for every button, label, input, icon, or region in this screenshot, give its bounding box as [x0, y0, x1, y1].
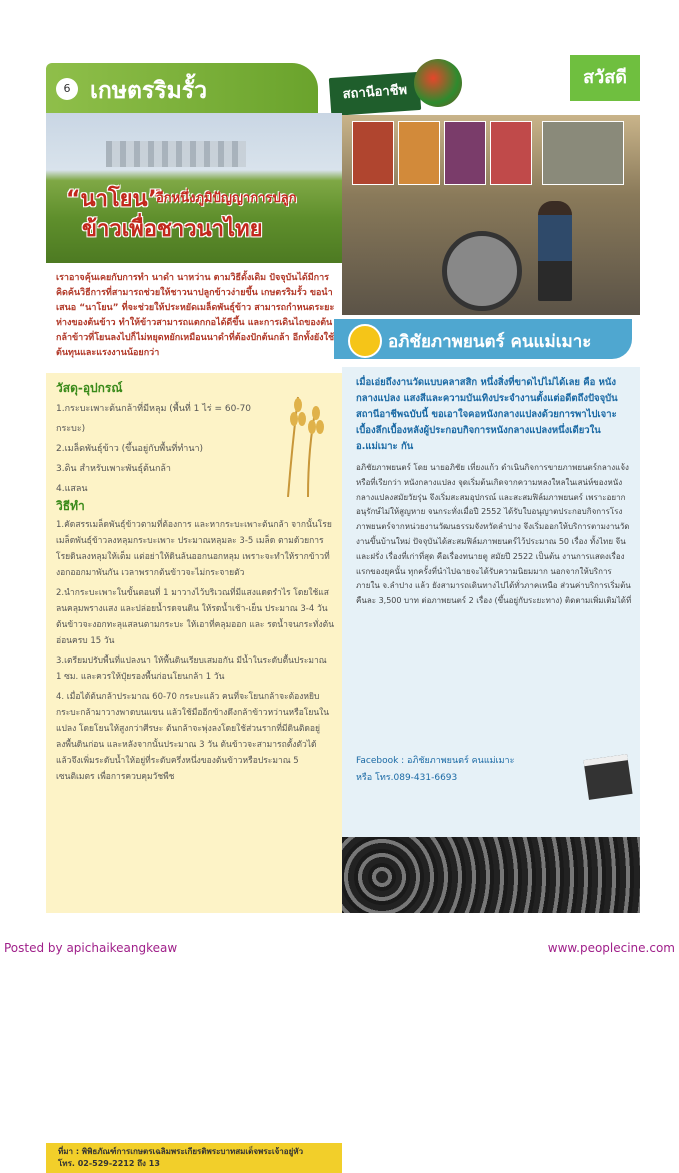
website-link[interactable]: www.peoplecine.com: [547, 941, 675, 955]
wheat-illustration: [268, 387, 332, 497]
film-reels-photo: [342, 837, 640, 913]
cinema-text-box: [342, 367, 640, 837]
greeting-tag: สวัสดี: [570, 55, 640, 101]
cinema-banner: [334, 319, 632, 359]
list-item: 1.คัดสรรเมล็ดพันธุ์ข้าวตามที่ต้องการ และหากระบะเพาะต้นกล้า จากนั้นโรยเมล็ดพันธุ์ข้าวลงหลุมกระบะเพาะ ประมาณหลุมละ 3-5 เมล็ด ตามด้วยการโรยดินลงหลุมให้เต็ม แต่อย่าให้ดินล้นออกนอกหลุม เพราะจะทำให้รากข้าวที่งอกออกมาพันกัน เวลาพรากต้นข้าวจะไม่กระจายตัว: [56, 520, 332, 578]
station-badge: สถานีอาชีพ: [327, 70, 424, 118]
cinema-owner-figure: [538, 201, 572, 301]
source-text: ที่มา : พิพิธภัณฑ์การเกษตรเฉลิมพระเกียรติพระบาทสมเด็จพระเจ้าอยู่หัว: [58, 1147, 304, 1156]
list-item: 3.ดิน สำหรับเพาะพันธุ์ต้นกล้า: [56, 464, 171, 474]
movie-poster: [542, 121, 624, 185]
section-header-tab: [46, 63, 318, 113]
facebook-link[interactable]: Facebook : อภิชัยภาพยนตร์ คนแม่เมาะ: [356, 756, 515, 766]
film-projector: [442, 231, 522, 311]
list-item: 2.นำกระบะเพาะในขั้นตอนที่ 1 มาวางไว้บริเวณที่มีแสงแดดรำไร โดยใช้แสลนคลุมพรางแสง และปล่อยน้ำรดจนดิน ให้รดน้ำเช้า-เย็น ประมาณ 3-4 วัน ต้นข้าวจะงอกทะลุแสลนตามกระบะ ให้เอาที่คลุมออก และ รดน้ำจนกระทั่งต้นอ่อนครบ 15 วัน: [56, 588, 335, 646]
page-number: 6: [56, 78, 78, 100]
cinema-lead: เมื่อเอ่ยถึงงานวัดแบบคลาสสิก หนึ่งสิ่งที่ขาดไปไม่ได้เลย คือ หนังกลางแปลง แสงสีและความบันเทิงประจำงานตั้งแต่อดีตถึงปัจจุบัน สถานีอาชีพฉบับนี้ ขอเอาใจคอหนังกลางแปลงด้วยการพาไปเจาะเบื้องลึกเบื้องหลังผู้ประกอบกิจการหนังกลางแปลงหนึ่งเดียวใน อ.แม่เมาะ กัน: [356, 377, 618, 452]
materials-title: วัสดุ-อุปกรณ์: [56, 381, 123, 395]
clapperboard-icon: [583, 754, 632, 800]
source-phone: โทร. 02-529-2212 ถึง 13: [58, 1159, 160, 1168]
vegetable-basket-image: [414, 59, 462, 107]
movie-poster: [444, 121, 486, 185]
movie-poster: [352, 121, 394, 185]
movie-poster: [490, 121, 532, 185]
rice-intro: เราอาจคุ้นเคยกับการทำ นาดำ นาหว่าน ตามวิธีดั้งเดิม ปัจจุบันได้มีการคิดค้นวิธีการที่สามารถช่วยให้ชาวนาปลูกข้าวง่ายขึ้น เกษตรริมรั้ว ขอนำเสนอ “นาโยน” ที่จะช่วยให้ประหยัดเมล็ดพันธุ์ข้าว สามารถกำหนดระยะห่างของต้นข้าว ทำให้ข้าวสามารถแตกกอได้ดีขึ้น และการเดินไถของต้นกล้าข้าวที่โยนลงไปก็ไม่หยุดหยักเหมือนนาดำที่ต้องปักต้นกล้า อีกทั้งยังใช้ต้นทุนและแรงงานน้อยกว่า: [56, 273, 335, 358]
cinema-body: อภิชัยภาพยนตร์ โดย นายอภิชัย เที่ยงแก้ว ดำเนินกิจการขายภาพยนตร์กลางแจ้ง หรือที่เรียกว่า หนังกลางแปลง จุดเริ่มต้นเกิดจากความหลงใหลในเสน่ห์ของหนังกลางแปลงสมัยวัยรุ่น จึงเริ่มสะสมอุปกรณ์ และสะสมฟิล์มภาพยนตร์ เพราะอยากอนุรักษ์ไม่ให้สูญหาย จนกระทั่งเมื่อปี 2552 ได้รับใบอนุญาตประกอบกิจการโรงภาพยนตร์จากหน่วยงานวัฒนธรรมจังหวัดลำปาง จึงเริ่มออกให้บริการตามงานวัด งานขึ้นบ้านใหม่ ปัจจุบันได้สะสมฟิล์มภาพยนตร์ไว้ประมาณ 50 เรื่อง ทั้งไทย จีน และฝรั่ง เรื่องที่เก่าที่สุด คือเรื่องทนายตู สมัยปี 2522 เป็นต้น งานการแสดงเรื่องแรกของยุคนั้น ทุกครั้งที่นำไปฉายจะได้รับความนิยมมาก นอกจากให้บริการภายใน จ.ลำปาง แล้ว ยังสามารถเดินทางไปได้ทั่วภาคเหนือ ส่วนค่าบริการเริ่มต้นคืนละ 3,500 บาท ต่อภาพยนตร์ 2 เรื่อง (ขึ้นอยู่กับระยะทาง) ติดตามเพิ่มเติมได้ที่: [356, 463, 632, 606]
rice-field-photo: [46, 113, 342, 263]
rice-title-word: “นาโยน”: [66, 187, 163, 212]
source-contact: [58, 1146, 303, 1170]
list-item: 3.เตรียมปรับพื้นที่แปลงนา ให้พื้นดินเรียบเสมอกัน มีน้ำในระดับตื้นประมาณ 1 ซม. และควรให้ปุ๋ยรองพื้นก่อนโยนกล้า 1 วัน: [56, 656, 327, 682]
cinema-banner-title: อภิชัยภาพยนตร์ คนแม่เมาะ: [388, 332, 592, 352]
method-title: วิธีทำ: [56, 499, 85, 513]
film-reel-icon: [348, 324, 382, 358]
cinema-phone: หรือ โทร.089-431-6693: [356, 773, 458, 783]
source-bar: [46, 1143, 342, 1173]
cinema-shop-photo: [342, 115, 640, 315]
method-list: [56, 517, 334, 789]
materials-list: [56, 399, 276, 499]
rice-title-line2: ข้าวเพื่อชาวนาไทย: [82, 217, 263, 242]
list-item: 2.เมล็ดพันธุ์ข้าว (ขึ้นอยู่กับพื้นที่ทำนา): [56, 444, 204, 454]
list-item: 4. เมื่อได้ต้นกล้าประมาณ 60-70 กระบะแล้ว คนที่จะโยนกล้าจะต้องหยิบกระบะกล้ามาวางพาดบนแขน แล้วใช้มืออีกข้างดึงกล้าข้าวหว่านหรือโยนในแปลง โดยโยนให้สูงกว่าศีรษะ ต้นกล้าจะพุ่งลงโดยใช้ส่วนรากที่มีดินติดอยู่ลงพื้นดินก่อน และหลังจากนั้นประมาณ 3 วัน ต้นข้าวจะสามารถตั้งตัวได้ แล้วจึงเพิ่มระดับน้ำให้อยู่ที่ระดับครึ่งหนึ่งของต้นข้าวหรือประมาณ 5 เซนติเมตร เพื่อการควบคุมวัชพืช: [56, 692, 330, 782]
factory-silhouette: [106, 141, 246, 167]
movie-poster: [398, 121, 440, 185]
posted-by-credit: Posted by apichaikeangkeaw: [4, 941, 178, 955]
list-item: 1.กระบะเพาะต้นกล้าที่มีหลุม (พื้นที่ 1 ไร่ = 60-70 กระบะ): [56, 404, 252, 434]
section-title: เกษตรริมรั้ว: [90, 78, 208, 104]
rice-title-sub: อีกหนึ่งภูมิปัญญาการปลูก: [156, 191, 297, 206]
list-item: 4.แสลน: [56, 484, 88, 494]
cinema-article: [342, 105, 640, 913]
